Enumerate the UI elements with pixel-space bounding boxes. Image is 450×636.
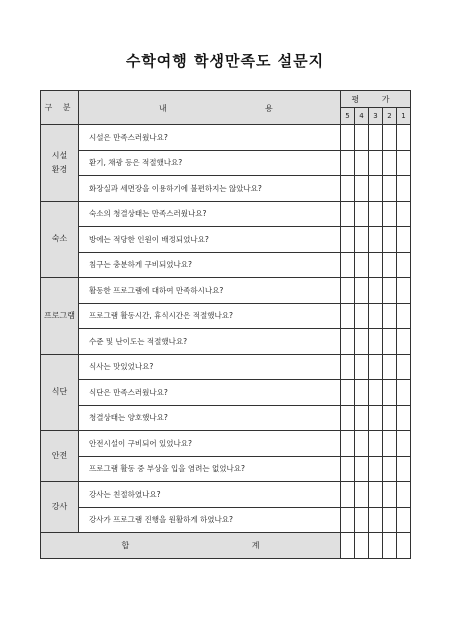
score-cell[interactable] (341, 176, 355, 202)
score-cell[interactable] (383, 252, 397, 278)
score-cell[interactable] (341, 380, 355, 406)
table-row (41, 507, 411, 533)
score-cell[interactable] (397, 303, 411, 329)
question-cell: 프로그램 활동시간, 휴식시간은 적절했나요? (79, 303, 341, 329)
category-lodging: 숙소 (41, 201, 79, 278)
score-cell[interactable] (397, 252, 411, 278)
table-row (41, 380, 411, 406)
table-row (41, 252, 411, 278)
table-row (41, 456, 411, 482)
score-cell[interactable] (355, 431, 369, 457)
score-cell[interactable] (383, 431, 397, 457)
score-cell[interactable] (355, 125, 369, 151)
table-row (41, 482, 411, 508)
score-cell[interactable] (341, 456, 355, 482)
score-header-2: 2 (383, 108, 397, 125)
score-total-cell[interactable] (397, 533, 411, 559)
table-row (41, 354, 411, 380)
score-cell[interactable] (355, 150, 369, 176)
page-title: 수학여행 학생만족도 설문지 (125, 52, 325, 70)
question-cell: 강사는 친절하였나요? (79, 482, 341, 508)
question-cell: 방에는 적당한 인원이 배정되었나요? (79, 227, 341, 253)
header-content-right: 용 (265, 104, 273, 113)
question-cell: 식단은 만족스러웠나요? (79, 380, 341, 406)
header-category: 구 분 (41, 91, 79, 125)
question-cell: 프로그램 활동 중 부상을 입을 염려는 없었나요? (79, 456, 341, 482)
score-cell[interactable] (341, 201, 355, 227)
score-total-cell[interactable] (341, 533, 355, 559)
total-row (41, 533, 411, 559)
score-cell[interactable] (355, 176, 369, 202)
table-row (41, 125, 411, 151)
score-cell[interactable] (383, 176, 397, 202)
score-cell[interactable] (369, 380, 383, 406)
score-cell[interactable] (369, 507, 383, 533)
table-row (41, 303, 411, 329)
table-row (41, 431, 411, 457)
score-cell[interactable] (397, 201, 411, 227)
score-cell[interactable] (355, 227, 369, 253)
header-evaluation: 평 가 (341, 91, 411, 108)
score-cell[interactable] (383, 125, 397, 151)
category-label: 시설 환경 (51, 150, 68, 174)
question-cell: 활동한 프로그램에 대하여 만족하시나요? (79, 278, 341, 304)
score-cell[interactable] (341, 405, 355, 431)
table-row (41, 176, 411, 202)
question-cell: 안전시설이 구비되어 있었나요? (79, 431, 341, 457)
score-cell[interactable] (369, 329, 383, 355)
score-cell[interactable] (341, 252, 355, 278)
score-cell[interactable] (369, 150, 383, 176)
score-cell[interactable] (397, 329, 411, 355)
question-cell: 강사가 프로그램 진행을 원활하게 하였나요? (79, 507, 341, 533)
score-cell[interactable] (383, 456, 397, 482)
score-cell[interactable] (397, 482, 411, 508)
score-cell[interactable] (341, 482, 355, 508)
score-cell[interactable] (369, 201, 383, 227)
score-cell[interactable] (369, 125, 383, 151)
score-total-cell[interactable] (369, 533, 383, 559)
score-cell[interactable] (397, 405, 411, 431)
score-cell[interactable] (369, 303, 383, 329)
score-cell[interactable] (341, 303, 355, 329)
header-content-left: 내 (159, 104, 167, 113)
score-cell[interactable] (383, 482, 397, 508)
score-header-5: 5 (341, 108, 355, 125)
score-cell[interactable] (397, 278, 411, 304)
score-cell[interactable] (355, 405, 369, 431)
score-cell[interactable] (341, 150, 355, 176)
score-cell[interactable] (355, 278, 369, 304)
score-cell[interactable] (383, 278, 397, 304)
question-cell: 청결상태는 양호했나요? (79, 405, 341, 431)
score-cell[interactable] (355, 380, 369, 406)
score-cell[interactable] (383, 380, 397, 406)
score-cell[interactable] (369, 176, 383, 202)
score-header-3: 3 (369, 108, 383, 125)
score-cell[interactable] (383, 507, 397, 533)
score-cell[interactable] (341, 278, 355, 304)
category-facility (41, 125, 79, 202)
score-cell[interactable] (341, 329, 355, 355)
score-cell[interactable] (397, 380, 411, 406)
category-instructor: 강사 (41, 482, 79, 533)
score-cell[interactable] (341, 507, 355, 533)
score-cell[interactable] (383, 405, 397, 431)
score-cell[interactable] (355, 354, 369, 380)
score-cell[interactable] (341, 125, 355, 151)
score-cell[interactable] (369, 456, 383, 482)
score-cell[interactable] (341, 354, 355, 380)
table-row (41, 150, 411, 176)
score-cell[interactable] (355, 201, 369, 227)
score-cell[interactable] (341, 431, 355, 457)
score-header-4: 4 (355, 108, 369, 125)
score-cell[interactable] (369, 354, 383, 380)
table-row (41, 278, 411, 304)
question-cell: 시설은 만족스러웠나요? (79, 125, 341, 151)
score-cell[interactable] (383, 303, 397, 329)
score-cell[interactable] (397, 354, 411, 380)
score-cell[interactable] (397, 125, 411, 151)
score-cell[interactable] (355, 482, 369, 508)
score-header-1: 1 (397, 108, 411, 125)
total-label: 합 계 (41, 533, 341, 559)
table-row (41, 329, 411, 355)
score-cell[interactable] (383, 354, 397, 380)
score-cell[interactable] (355, 507, 369, 533)
score-cell[interactable] (397, 227, 411, 253)
score-cell[interactable] (369, 278, 383, 304)
header-content (79, 91, 341, 125)
score-cell[interactable] (383, 227, 397, 253)
question-cell: 수준 및 난이도는 적절했나요? (79, 329, 341, 355)
question-cell: 식사는 맛있었나요? (79, 354, 341, 380)
question-cell: 화장실과 세면장을 이용하기에 불편하지는 않았나요? (79, 176, 341, 202)
score-cell[interactable] (369, 431, 383, 457)
question-cell: 숙소의 청결상태는 만족스러웠나요? (79, 201, 341, 227)
score-total-cell[interactable] (383, 533, 397, 559)
score-cell[interactable] (397, 176, 411, 202)
score-total-cell[interactable] (355, 533, 369, 559)
category-program: 프로그램 (41, 278, 79, 355)
question-cell: 침구는 충분하게 구비되었나요? (79, 252, 341, 278)
score-cell[interactable] (369, 405, 383, 431)
survey-table (40, 90, 411, 559)
score-cell[interactable] (397, 507, 411, 533)
score-cell[interactable] (397, 150, 411, 176)
score-cell[interactable] (355, 456, 369, 482)
table-row (41, 201, 411, 227)
score-cell[interactable] (355, 303, 369, 329)
score-cell[interactable] (369, 482, 383, 508)
score-cell[interactable] (397, 456, 411, 482)
table-row (41, 227, 411, 253)
category-meals: 식단 (41, 354, 79, 431)
score-cell[interactable] (383, 329, 397, 355)
score-cell[interactable] (383, 201, 397, 227)
score-cell[interactable] (341, 227, 355, 253)
question-cell: 환기, 채광 등은 적절했나요? (79, 150, 341, 176)
score-cell[interactable] (369, 227, 383, 253)
score-cell[interactable] (383, 150, 397, 176)
score-cell[interactable] (369, 252, 383, 278)
score-cell[interactable] (397, 431, 411, 457)
score-cell[interactable] (355, 329, 369, 355)
category-safety: 안전 (41, 431, 79, 482)
table-row (41, 405, 411, 431)
score-cell[interactable] (355, 252, 369, 278)
